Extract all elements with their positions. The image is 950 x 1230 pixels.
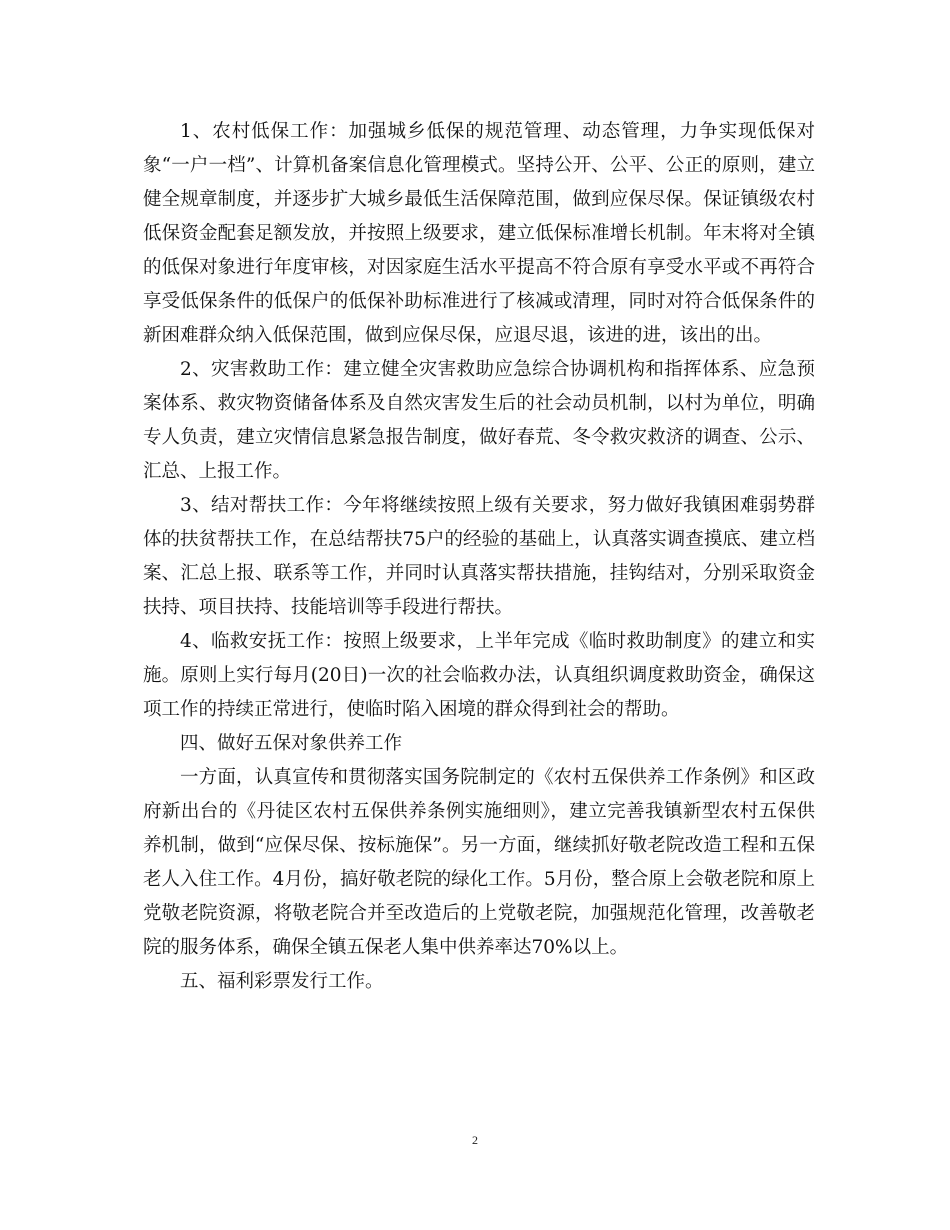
section-heading-welfare-lottery: 五、福利彩票发行工作。 — [180, 971, 384, 992]
paragraph-disaster-relief: 2、灾害救助工作：建立健全灾害救助应急综合协调机构和指挥体系、应急预案体系、救灾物资储备体系及自然灾害发生后的社会动员机制，以村为单位，明确专人负责，建立灾情信息紧急报告制度，做好春荒、冬令救灾救济的调查、公示、汇总、上报工作。 — [143, 359, 815, 482]
document-body — [143, 115, 815, 999]
section-heading-five-guarantees: 四、做好五保对象供养工作 — [180, 733, 403, 754]
paragraph-five-guarantees-support: 一方面，认真宣传和贯彻落实国务院制定的《农村五保供养工作条例》和区政府新出台的《丹徒区农村五保供养条例实施细则》，建立完善我镇新型农村五保供养机制，做到“应保尽保、按标施保”。另一方面，继续抓好敬老院改造工程和五保老人入住工作。4月份，搞好敬老院的绿化工作。5月份，整合原上会敬老院和原上党敬老院资源，将敬老院合并至改造后的上党敬老院，加强规范化管理，改善敬老院的服务体系，确保全镇五保老人集中供养率达70%以上。 — [143, 767, 815, 958]
paragraph-temporary-relief: 4、临救安抚工作：按照上级要求，上半年完成《临时救助制度》的建立和实施。原则上实行每月(20日)一次的社会临救办法，认真组织调度救助资金，确保这项工作的持续正常进行，使临时陷入困境的群众得到社会的帮助。 — [143, 631, 815, 720]
paragraph-rural-minimum-living: 1、农村低保工作：加强城乡低保的规范管理、动态管理，力争实现低保对象“一户一档”、计算机备案信息化管理模式。坚持公开、公平、公正的原则，建立健全规章制度，并逐步扩大城乡最低生活保障范围，做到应保尽保。保证镇级农村低保资金配套足额发放，并按照上级要求，建立低保标准增长机制。年末将对全镇的低保对象进行年度审核，对因家庭生活水平提高不符合原有享受水平或不再符合享受低保条件的低保户的低保补助标准进行了核减或清理，同时对符合低保条件的新困难群众纳入低保范围，做到应保尽保，应退尽退，该进的进，该出的出。 — [143, 121, 815, 346]
paragraph-paired-assistance: 3、结对帮扶工作：今年将继续按照上级有关要求，努力做好我镇困难弱势群体的扶贫帮扶工作，在总结帮扶75户的经验的基础上，认真落实调查摸底、建立档案、汇总上报、联系等工作，并同时认真落实帮扶措施，挂钩结对，分别采取资金扶持、项目扶持、技能培训等手段进行帮扶。 — [143, 495, 815, 618]
page-number: 2 — [472, 1133, 478, 1147]
